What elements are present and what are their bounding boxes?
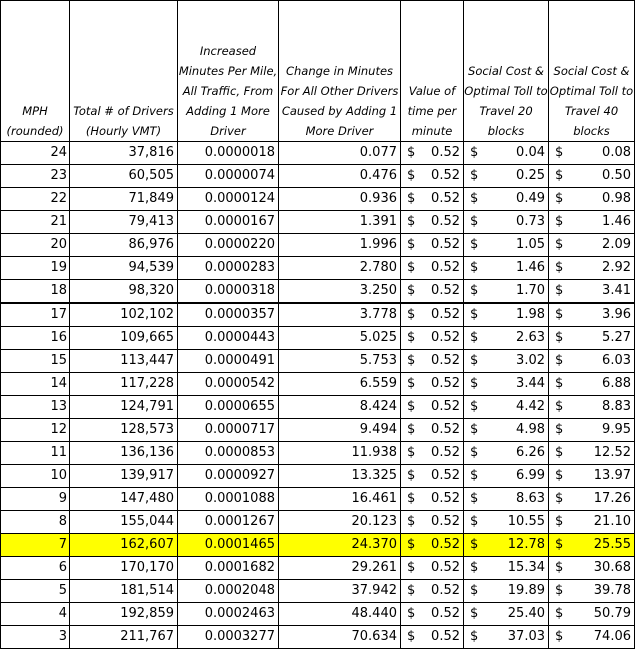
value-currency-cell: $ — [401, 557, 419, 580]
value-of-time-cell: 0.52 — [419, 396, 464, 419]
mph-cell: 19 — [1, 257, 70, 280]
value-currency-cell: $ — [401, 234, 419, 257]
change-minutes-cell: 8.424 — [279, 396, 401, 419]
toll-40-cell: 30.68 — [571, 557, 635, 580]
mph-cell: 13 — [1, 396, 70, 419]
table-row — [1, 373, 635, 396]
value-of-time-cell: 0.52 — [419, 626, 464, 649]
increased-minutes-cell: 0.0000018 — [178, 142, 279, 165]
toll-40-currency-cell: $ — [549, 442, 571, 465]
mph-cell: 12 — [1, 419, 70, 442]
drivers-cell: 155,044 — [70, 511, 178, 534]
table-row — [1, 234, 635, 257]
toll-20-cell: 3.44 — [486, 373, 549, 396]
table-row — [1, 188, 635, 211]
value-currency-cell: $ — [401, 396, 419, 419]
toll-40-currency-cell: $ — [549, 488, 571, 511]
drivers-cell: 113,447 — [70, 350, 178, 373]
increased-minutes-cell: 0.0002463 — [178, 603, 279, 626]
drivers-cell: 102,102 — [70, 303, 178, 327]
change-minutes-cell: 5.025 — [279, 327, 401, 350]
toll-20-currency-cell: $ — [464, 488, 486, 511]
mph-cell: 3 — [1, 626, 70, 649]
header-change-minutes: Change in Minutes For All Other Drivers Caused by Adding 1 More Driver — [279, 1, 401, 142]
increased-minutes-cell: 0.0001682 — [178, 557, 279, 580]
change-minutes-cell: 3.250 — [279, 280, 401, 304]
mph-cell: 21 — [1, 211, 70, 234]
table-row — [1, 442, 635, 465]
toll-40-cell: 17.26 — [571, 488, 635, 511]
header-mph: MPH (rounded) — [1, 1, 70, 142]
change-minutes-cell: 3.778 — [279, 303, 401, 327]
mph-cell: 22 — [1, 188, 70, 211]
value-of-time-cell: 0.52 — [419, 419, 464, 442]
toll-40-currency-cell: $ — [549, 303, 571, 327]
toll-20-currency-cell: $ — [464, 511, 486, 534]
header-value-of-time: Value of time per minute — [401, 1, 464, 142]
change-minutes-cell: 9.494 — [279, 419, 401, 442]
toll-40-currency-cell: $ — [549, 211, 571, 234]
increased-minutes-cell: 0.0001088 — [178, 488, 279, 511]
toll-40-cell: 25.55 — [571, 534, 635, 557]
toll-40-currency-cell: $ — [549, 557, 571, 580]
toll-40-currency-cell: $ — [549, 396, 571, 419]
value-currency-cell: $ — [401, 303, 419, 327]
increased-minutes-cell: 0.0000220 — [178, 234, 279, 257]
toll-20-cell: 0.25 — [486, 165, 549, 188]
value-currency-cell: $ — [401, 580, 419, 603]
table-row — [1, 257, 635, 280]
drivers-cell: 98,320 — [70, 280, 178, 304]
toll-20-currency-cell: $ — [464, 580, 486, 603]
value-currency-cell: $ — [401, 165, 419, 188]
table-row — [1, 534, 635, 557]
increased-minutes-cell: 0.0000318 — [178, 280, 279, 304]
table-row — [1, 419, 635, 442]
toll-20-currency-cell: $ — [464, 327, 486, 350]
toll-20-cell: 12.78 — [486, 534, 549, 557]
toll-40-currency-cell: $ — [549, 327, 571, 350]
header-drivers: Total # of Drivers (Hourly VMT) — [70, 1, 178, 142]
value-of-time-cell: 0.52 — [419, 327, 464, 350]
toll-40-cell: 6.88 — [571, 373, 635, 396]
toll-20-currency-cell: $ — [464, 280, 486, 304]
toll-20-currency-cell: $ — [464, 603, 486, 626]
increased-minutes-cell: 0.0000927 — [178, 465, 279, 488]
mph-cell: 15 — [1, 350, 70, 373]
toll-20-currency-cell: $ — [464, 534, 486, 557]
table-row — [1, 280, 635, 304]
toll-20-cell: 0.49 — [486, 188, 549, 211]
toll-20-cell: 6.26 — [486, 442, 549, 465]
drivers-cell: 181,514 — [70, 580, 178, 603]
mph-cell: 11 — [1, 442, 70, 465]
mph-cell: 10 — [1, 465, 70, 488]
drivers-cell: 162,607 — [70, 534, 178, 557]
table-row — [1, 142, 635, 165]
toll-40-currency-cell: $ — [549, 534, 571, 557]
value-currency-cell: $ — [401, 534, 419, 557]
toll-40-cell: 21.10 — [571, 511, 635, 534]
header-increased-minutes: Increased Minutes Per Mile, All Traffic, From Adding 1 More Driver — [178, 1, 279, 142]
toll-20-cell: 1.98 — [486, 303, 549, 327]
increased-minutes-cell: 0.0000357 — [178, 303, 279, 327]
value-of-time-cell: 0.52 — [419, 234, 464, 257]
value-of-time-cell: 0.52 — [419, 257, 464, 280]
change-minutes-cell: 6.559 — [279, 373, 401, 396]
toll-40-currency-cell: $ — [549, 165, 571, 188]
toll-40-cell: 3.96 — [571, 303, 635, 327]
mph-cell: 20 — [1, 234, 70, 257]
toll-40-cell: 5.27 — [571, 327, 635, 350]
value-of-time-cell: 0.52 — [419, 280, 464, 304]
value-of-time-cell: 0.52 — [419, 557, 464, 580]
drivers-cell: 79,413 — [70, 211, 178, 234]
toll-40-cell: 1.46 — [571, 211, 635, 234]
change-minutes-cell: 0.936 — [279, 188, 401, 211]
toll-20-currency-cell: $ — [464, 419, 486, 442]
toll-20-cell: 19.89 — [486, 580, 549, 603]
value-currency-cell: $ — [401, 603, 419, 626]
value-of-time-cell: 0.52 — [419, 303, 464, 327]
value-currency-cell: $ — [401, 257, 419, 280]
increased-minutes-cell: 0.0000074 — [178, 165, 279, 188]
toll-40-cell: 0.50 — [571, 165, 635, 188]
change-minutes-cell: 24.370 — [279, 534, 401, 557]
mph-cell: 17 — [1, 303, 70, 327]
increased-minutes-cell: 0.0000443 — [178, 327, 279, 350]
change-minutes-cell: 20.123 — [279, 511, 401, 534]
toll-40-currency-cell: $ — [549, 373, 571, 396]
mph-cell: 9 — [1, 488, 70, 511]
toll-40-cell: 13.97 — [571, 465, 635, 488]
change-minutes-cell: 1.391 — [279, 211, 401, 234]
drivers-cell: 170,170 — [70, 557, 178, 580]
toll-20-cell: 2.63 — [486, 327, 549, 350]
toll-20-cell: 0.73 — [486, 211, 549, 234]
value-currency-cell: $ — [401, 327, 419, 350]
change-minutes-cell: 5.753 — [279, 350, 401, 373]
toll-40-cell: 6.03 — [571, 350, 635, 373]
value-currency-cell: $ — [401, 373, 419, 396]
mph-cell: 6 — [1, 557, 70, 580]
mph-cell: 7 — [1, 534, 70, 557]
mph-cell: 24 — [1, 142, 70, 165]
table-row — [1, 603, 635, 626]
increased-minutes-cell: 0.0001465 — [178, 534, 279, 557]
toll-40-currency-cell: $ — [549, 280, 571, 304]
toll-20-currency-cell: $ — [464, 211, 486, 234]
value-currency-cell: $ — [401, 626, 419, 649]
toll-20-currency-cell: $ — [464, 373, 486, 396]
toll-20-currency-cell: $ — [464, 303, 486, 327]
value-of-time-cell: 0.52 — [419, 511, 464, 534]
toll-20-currency-cell: $ — [464, 557, 486, 580]
mph-cell: 5 — [1, 580, 70, 603]
drivers-cell: 211,767 — [70, 626, 178, 649]
value-currency-cell: $ — [401, 419, 419, 442]
value-of-time-cell: 0.52 — [419, 188, 464, 211]
change-minutes-cell: 13.325 — [279, 465, 401, 488]
toll-20-cell: 3.02 — [486, 350, 549, 373]
drivers-cell: 71,849 — [70, 188, 178, 211]
toll-20-currency-cell: $ — [464, 165, 486, 188]
toll-20-currency-cell: $ — [464, 350, 486, 373]
toll-20-currency-cell: $ — [464, 234, 486, 257]
toll-20-cell: 10.55 — [486, 511, 549, 534]
drivers-cell: 128,573 — [70, 419, 178, 442]
value-currency-cell: $ — [401, 488, 419, 511]
toll-40-currency-cell: $ — [549, 465, 571, 488]
increased-minutes-cell: 0.0001267 — [178, 511, 279, 534]
mph-cell: 8 — [1, 511, 70, 534]
value-currency-cell: $ — [401, 465, 419, 488]
change-minutes-cell: 70.634 — [279, 626, 401, 649]
mph-cell: 23 — [1, 165, 70, 188]
toll-20-currency-cell: $ — [464, 442, 486, 465]
value-of-time-cell: 0.52 — [419, 534, 464, 557]
mph-cell: 4 — [1, 603, 70, 626]
value-currency-cell: $ — [401, 350, 419, 373]
header-toll-40: Social Cost & Optimal Toll to Travel 40 blocks — [549, 1, 635, 142]
change-minutes-cell: 29.261 — [279, 557, 401, 580]
toll-40-cell: 8.83 — [571, 396, 635, 419]
drivers-cell: 124,791 — [70, 396, 178, 419]
value-of-time-cell: 0.52 — [419, 373, 464, 396]
drivers-cell: 109,665 — [70, 327, 178, 350]
value-currency-cell: $ — [401, 442, 419, 465]
table-row — [1, 396, 635, 419]
table-row — [1, 557, 635, 580]
toll-20-currency-cell: $ — [464, 396, 486, 419]
change-minutes-cell: 16.461 — [279, 488, 401, 511]
table-row — [1, 303, 635, 327]
table-row — [1, 350, 635, 373]
increased-minutes-cell: 0.0000124 — [178, 188, 279, 211]
change-minutes-cell: 2.780 — [279, 257, 401, 280]
drivers-cell: 139,917 — [70, 465, 178, 488]
value-of-time-cell: 0.52 — [419, 603, 464, 626]
drivers-cell: 37,816 — [70, 142, 178, 165]
value-currency-cell: $ — [401, 188, 419, 211]
table-row — [1, 580, 635, 603]
change-minutes-cell: 1.996 — [279, 234, 401, 257]
toll-40-cell: 2.92 — [571, 257, 635, 280]
toll-40-cell: 39.78 — [571, 580, 635, 603]
drivers-cell: 147,480 — [70, 488, 178, 511]
drivers-cell: 136,136 — [70, 442, 178, 465]
toll-20-currency-cell: $ — [464, 257, 486, 280]
change-minutes-cell: 37.942 — [279, 580, 401, 603]
increased-minutes-cell: 0.0002048 — [178, 580, 279, 603]
toll-40-cell: 0.08 — [571, 142, 635, 165]
toll-40-currency-cell: $ — [549, 419, 571, 442]
drivers-cell: 94,539 — [70, 257, 178, 280]
toll-20-cell: 15.34 — [486, 557, 549, 580]
toll-40-currency-cell: $ — [549, 234, 571, 257]
value-currency-cell: $ — [401, 211, 419, 234]
toll-40-currency-cell: $ — [549, 142, 571, 165]
value-currency-cell: $ — [401, 511, 419, 534]
value-of-time-cell: 0.52 — [419, 211, 464, 234]
toll-40-cell: 0.98 — [571, 188, 635, 211]
header-toll-20: Social Cost & Optimal Toll to Travel 20 blocks — [464, 1, 549, 142]
value-of-time-cell: 0.52 — [419, 442, 464, 465]
table-row — [1, 626, 635, 649]
toll-20-cell: 6.99 — [486, 465, 549, 488]
toll-40-cell: 9.95 — [571, 419, 635, 442]
value-of-time-cell: 0.52 — [419, 142, 464, 165]
toll-20-cell: 1.05 — [486, 234, 549, 257]
toll-20-cell: 4.42 — [486, 396, 549, 419]
toll-40-cell: 12.52 — [571, 442, 635, 465]
mph-cell: 18 — [1, 280, 70, 304]
toll-40-currency-cell: $ — [549, 580, 571, 603]
table-row — [1, 327, 635, 350]
toll-20-currency-cell: $ — [464, 465, 486, 488]
toll-40-currency-cell: $ — [549, 257, 571, 280]
toll-20-cell: 25.40 — [486, 603, 549, 626]
increased-minutes-cell: 0.0000167 — [178, 211, 279, 234]
increased-minutes-cell: 0.0000491 — [178, 350, 279, 373]
change-minutes-cell: 0.077 — [279, 142, 401, 165]
toll-40-cell: 2.09 — [571, 234, 635, 257]
drivers-cell: 86,976 — [70, 234, 178, 257]
toll-40-cell: 3.41 — [571, 280, 635, 304]
toll-40-currency-cell: $ — [549, 603, 571, 626]
toll-20-currency-cell: $ — [464, 188, 486, 211]
toll-40-currency-cell: $ — [549, 188, 571, 211]
value-currency-cell: $ — [401, 280, 419, 304]
value-of-time-cell: 0.52 — [419, 488, 464, 511]
drivers-cell: 60,505 — [70, 165, 178, 188]
value-of-time-cell: 0.52 — [419, 350, 464, 373]
table-row — [1, 211, 635, 234]
toll-20-cell: 1.46 — [486, 257, 549, 280]
increased-minutes-cell: 0.0000717 — [178, 419, 279, 442]
mph-cell: 16 — [1, 327, 70, 350]
change-minutes-cell: 11.938 — [279, 442, 401, 465]
toll-20-cell: 0.04 — [486, 142, 549, 165]
value-of-time-cell: 0.52 — [419, 465, 464, 488]
mph-cell: 14 — [1, 373, 70, 396]
increased-minutes-cell: 0.0000655 — [178, 396, 279, 419]
toll-40-currency-cell: $ — [549, 626, 571, 649]
drivers-cell: 117,228 — [70, 373, 178, 396]
toll-20-currency-cell: $ — [464, 626, 486, 649]
toll-20-currency-cell: $ — [464, 142, 486, 165]
drivers-cell: 192,859 — [70, 603, 178, 626]
toll-20-cell: 37.03 — [486, 626, 549, 649]
toll-20-cell: 1.70 — [486, 280, 549, 304]
increased-minutes-cell: 0.0000283 — [178, 257, 279, 280]
toll-40-cell: 50.79 — [571, 603, 635, 626]
header-row — [1, 1, 635, 142]
value-of-time-cell: 0.52 — [419, 580, 464, 603]
toll-40-currency-cell: $ — [549, 511, 571, 534]
table-row — [1, 488, 635, 511]
table-row — [1, 165, 635, 188]
toll-40-cell: 74.06 — [571, 626, 635, 649]
value-currency-cell: $ — [401, 142, 419, 165]
toll-20-cell: 8.63 — [486, 488, 549, 511]
increased-minutes-cell: 0.0000853 — [178, 442, 279, 465]
change-minutes-cell: 0.476 — [279, 165, 401, 188]
change-minutes-cell: 48.440 — [279, 603, 401, 626]
toll-40-currency-cell: $ — [549, 350, 571, 373]
table-row — [1, 511, 635, 534]
increased-minutes-cell: 0.0003277 — [178, 626, 279, 649]
toll-20-cell: 4.98 — [486, 419, 549, 442]
table-row — [1, 465, 635, 488]
value-of-time-cell: 0.52 — [419, 165, 464, 188]
increased-minutes-cell: 0.0000542 — [178, 373, 279, 396]
